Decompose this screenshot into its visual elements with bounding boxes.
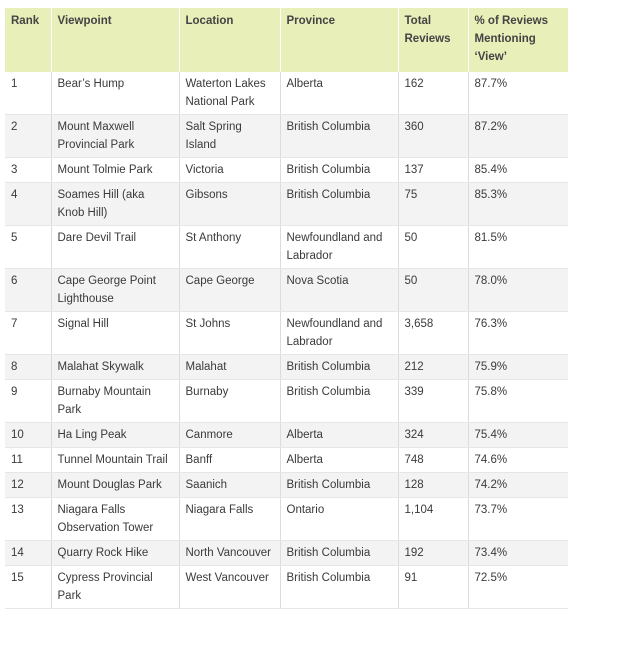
table-row xyxy=(5,498,568,541)
cell-rank: 1 xyxy=(5,72,51,115)
cell-province: British Columbia xyxy=(280,566,398,609)
cell-total-reviews: 192 xyxy=(398,541,468,566)
viewpoints-table xyxy=(5,8,568,609)
table-row xyxy=(5,380,568,423)
cell-pct-view: 73.7% xyxy=(468,498,568,541)
cell-viewpoint: Bear’s Hump xyxy=(51,72,179,115)
viewpoints-table-container xyxy=(5,8,568,609)
table-row xyxy=(5,158,568,183)
cell-total-reviews: 50 xyxy=(398,269,468,312)
cell-total-reviews: 339 xyxy=(398,380,468,423)
cell-province: Alberta xyxy=(280,448,398,473)
header-rank: Rank xyxy=(5,8,51,72)
header-viewpoint: Viewpoint xyxy=(51,8,179,72)
table-row xyxy=(5,269,568,312)
cell-province: British Columbia xyxy=(280,115,398,158)
cell-total-reviews: 75 xyxy=(398,183,468,226)
table-row xyxy=(5,423,568,448)
cell-rank: 2 xyxy=(5,115,51,158)
cell-location: Canmore xyxy=(179,423,280,448)
header-pct-line2: Mentioning xyxy=(474,33,536,45)
cell-pct-view: 78.0% xyxy=(468,269,568,312)
cell-viewpoint: Signal Hill xyxy=(51,312,179,355)
cell-province: British Columbia xyxy=(280,541,398,566)
cell-province: Newfoundland and Labrador xyxy=(280,312,398,355)
cell-viewpoint: Cape George Point Lighthouse xyxy=(51,269,179,312)
cell-total-reviews: 91 xyxy=(398,566,468,609)
cell-rank: 14 xyxy=(5,541,51,566)
cell-total-reviews: 3,658 xyxy=(398,312,468,355)
cell-total-reviews: 137 xyxy=(398,158,468,183)
cell-viewpoint: Dare Devil Trail xyxy=(51,226,179,269)
cell-location: St Anthony xyxy=(179,226,280,269)
cell-pct-view: 72.5% xyxy=(468,566,568,609)
cell-rank: 10 xyxy=(5,423,51,448)
cell-rank: 7 xyxy=(5,312,51,355)
cell-pct-view: 73.4% xyxy=(468,541,568,566)
cell-location: Cape George xyxy=(179,269,280,312)
cell-pct-view: 75.8% xyxy=(468,380,568,423)
cell-total-reviews: 324 xyxy=(398,423,468,448)
cell-rank: 12 xyxy=(5,473,51,498)
table-body xyxy=(5,72,568,609)
header-total-reviews-line2: Reviews xyxy=(404,33,451,45)
table-row xyxy=(5,72,568,115)
table-row xyxy=(5,448,568,473)
cell-pct-view: 74.6% xyxy=(468,448,568,473)
cell-total-reviews: 162 xyxy=(398,72,468,115)
cell-viewpoint: Tunnel Mountain Trail xyxy=(51,448,179,473)
cell-location: Salt Spring Island xyxy=(179,115,280,158)
cell-viewpoint: Mount Douglas Park xyxy=(51,473,179,498)
cell-viewpoint: Ha Ling Peak xyxy=(51,423,179,448)
cell-viewpoint: Burnaby Mountain Park xyxy=(51,380,179,423)
cell-location: Victoria xyxy=(179,158,280,183)
cell-rank: 11 xyxy=(5,448,51,473)
cell-location: Waterton Lakes National Park xyxy=(179,72,280,115)
header-total-reviews-line1: Total xyxy=(404,15,432,27)
cell-total-reviews: 748 xyxy=(398,448,468,473)
cell-pct-view: 81.5% xyxy=(468,226,568,269)
cell-total-reviews: 50 xyxy=(398,226,468,269)
cell-pct-view: 76.3% xyxy=(468,312,568,355)
header-pct-view xyxy=(468,8,568,72)
cell-province: British Columbia xyxy=(280,183,398,226)
cell-rank: 4 xyxy=(5,183,51,226)
cell-location: Malahat xyxy=(179,355,280,380)
cell-province: Alberta xyxy=(280,72,398,115)
cell-location: Banff xyxy=(179,448,280,473)
cell-location: West Vancouver xyxy=(179,566,280,609)
cell-province: Nova Scotia xyxy=(280,269,398,312)
cell-province: British Columbia xyxy=(280,158,398,183)
table-row xyxy=(5,541,568,566)
cell-province: British Columbia xyxy=(280,473,398,498)
table-row xyxy=(5,566,568,609)
table-row xyxy=(5,183,568,226)
header-total-reviews xyxy=(398,8,468,72)
cell-total-reviews: 128 xyxy=(398,473,468,498)
cell-total-reviews: 212 xyxy=(398,355,468,380)
cell-pct-view: 75.9% xyxy=(468,355,568,380)
cell-location: Burnaby xyxy=(179,380,280,423)
table-row xyxy=(5,226,568,269)
cell-viewpoint: Mount Tolmie Park xyxy=(51,158,179,183)
cell-pct-view: 85.3% xyxy=(468,183,568,226)
cell-viewpoint: Cypress Provincial Park xyxy=(51,566,179,609)
table-row xyxy=(5,473,568,498)
cell-viewpoint: Quarry Rock Hike xyxy=(51,541,179,566)
cell-province: Newfoundland and Labrador xyxy=(280,226,398,269)
header-province: Province xyxy=(280,8,398,72)
header-pct-line3: ‘View’ xyxy=(474,51,507,63)
cell-viewpoint: Malahat Skywalk xyxy=(51,355,179,380)
cell-rank: 15 xyxy=(5,566,51,609)
header-location: Location xyxy=(179,8,280,72)
table-header xyxy=(5,8,568,72)
cell-rank: 8 xyxy=(5,355,51,380)
cell-pct-view: 74.2% xyxy=(468,473,568,498)
cell-viewpoint: Soames Hill (aka Knob Hill) xyxy=(51,183,179,226)
cell-location: Niagara Falls xyxy=(179,498,280,541)
cell-pct-view: 87.7% xyxy=(468,72,568,115)
cell-viewpoint: Niagara Falls Observation Tower xyxy=(51,498,179,541)
cell-rank: 5 xyxy=(5,226,51,269)
cell-location: Gibsons xyxy=(179,183,280,226)
table-row xyxy=(5,115,568,158)
cell-province: Alberta xyxy=(280,423,398,448)
header-pct-line1: % of Reviews xyxy=(474,15,548,27)
cell-province: British Columbia xyxy=(280,380,398,423)
cell-rank: 9 xyxy=(5,380,51,423)
cell-province: British Columbia xyxy=(280,355,398,380)
cell-total-reviews: 360 xyxy=(398,115,468,158)
cell-rank: 3 xyxy=(5,158,51,183)
cell-pct-view: 75.4% xyxy=(468,423,568,448)
cell-pct-view: 85.4% xyxy=(468,158,568,183)
cell-total-reviews: 1,104 xyxy=(398,498,468,541)
table-row xyxy=(5,312,568,355)
cell-rank: 13 xyxy=(5,498,51,541)
cell-rank: 6 xyxy=(5,269,51,312)
cell-viewpoint: Mount Maxwell Provincial Park xyxy=(51,115,179,158)
cell-pct-view: 87.2% xyxy=(468,115,568,158)
header-row xyxy=(5,8,568,72)
cell-location: North Vancouver xyxy=(179,541,280,566)
table-row xyxy=(5,355,568,380)
cell-province: Ontario xyxy=(280,498,398,541)
cell-location: Saanich xyxy=(179,473,280,498)
cell-location: St Johns xyxy=(179,312,280,355)
